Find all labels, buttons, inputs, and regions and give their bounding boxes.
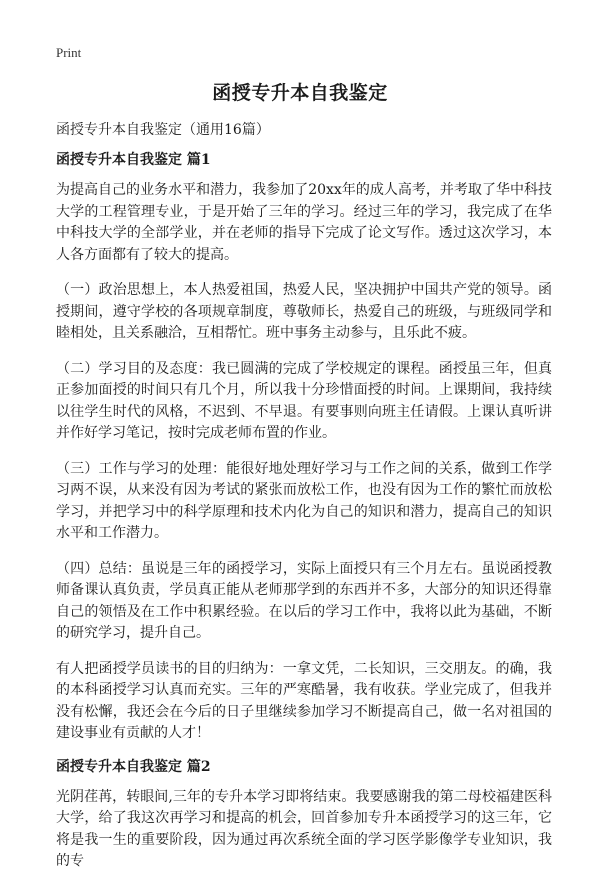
section-2-paragraph: 光阴荏苒，转眼间,三年的专升本学习即将结束。我要感谢我的第二母校福建医科大学，给了我这次再学习和提高的机会，回首参加专升本函授学习的这三年，它将是我一生的重要阶段，因为通过再次系统全面的学习医学影像学专业知识，我的专 [56,788,552,869]
document-body [56,120,552,887]
section-1-paragraph: （三）工作与学习的处理：能很好地处理好学习与工作之间的关系，做到工作学习两不误，从来没有因为考试的紧张而放松工作，也没有因为工作的繁忙而放松学习，并把学习中的科学原理和技术内化为自己的知识和潜力，提高自己的知识水平和工作潜力。 [56,460,552,541]
section-heading-1: 函授专升本自我鉴定 篇1 [56,152,211,168]
document-subtitle: 函授专升本自我鉴定（通用16篇） [56,122,270,138]
section-1-paragraph: （一）政治思想上，本人热爱祖国，热爱人民，坚决拥护中国共产党的领导。函授期间，遵守学校的各项规章制度，尊敬师长，热爱自己的班级，与班级同学和睦相处，且关系融洽，互相帮忙。班中事务主动参与，且乐此不疲。 [56,282,552,341]
section-heading-2: 函授专升本自我鉴定 篇2 [56,758,211,775]
section-1-paragraph: （二）学习目的及态度：我已圆满的完成了学校规定的课程。函授虽三年，但真正参加面授的时间只有几个月，所以我十分珍惜面授的时间。上课期间，我持续以往学生时代的风格，不迟到、不早退。有要事则向班主任请假。上课认真听讲并作好学习笔记，按时完成老师布置的作业。 [56,360,552,441]
document-title: 函授专升本自我鉴定 [212,82,388,104]
section-1-paragraph: 为提高自己的业务水平和潜力，我参加了20xx年的成人高考，并考取了华中科技大学的工程管理专业，于是开始了三年的学习。经过三年的学习，我完成了在华中科技大学的全部学业，并在老师的指导下完成了论文写作。透过这次学习，本人各方面都有了较大的提高。 [56,182,552,263]
section-1-paragraph: 有人把函授学员读书的目的归纳为：一拿文凭，二长知识，三交朋友。的确，我的本科函授学习认真而充实。三年的严寒酷暑，我有收获。学业完成了，但我并没有松懈，我还会在今后的日子里继续参加学习不断提高自己，做一名对祖国的建设事业有贡献的人才！ [56,660,552,741]
print-link[interactable]: Print [56,45,82,60]
section-1-paragraph: （四）总结：虽说是三年的函授学习，实际上面授只有三个月左右。虽说函授教师备课认真负责，学员真正能从老师那学到的东西并不多，大部分的知识还得靠自己的领悟及在工作中积累经验。在以后的学习工作中，我将以此为基础，不断的研究学习，提升自己。 [56,560,552,641]
